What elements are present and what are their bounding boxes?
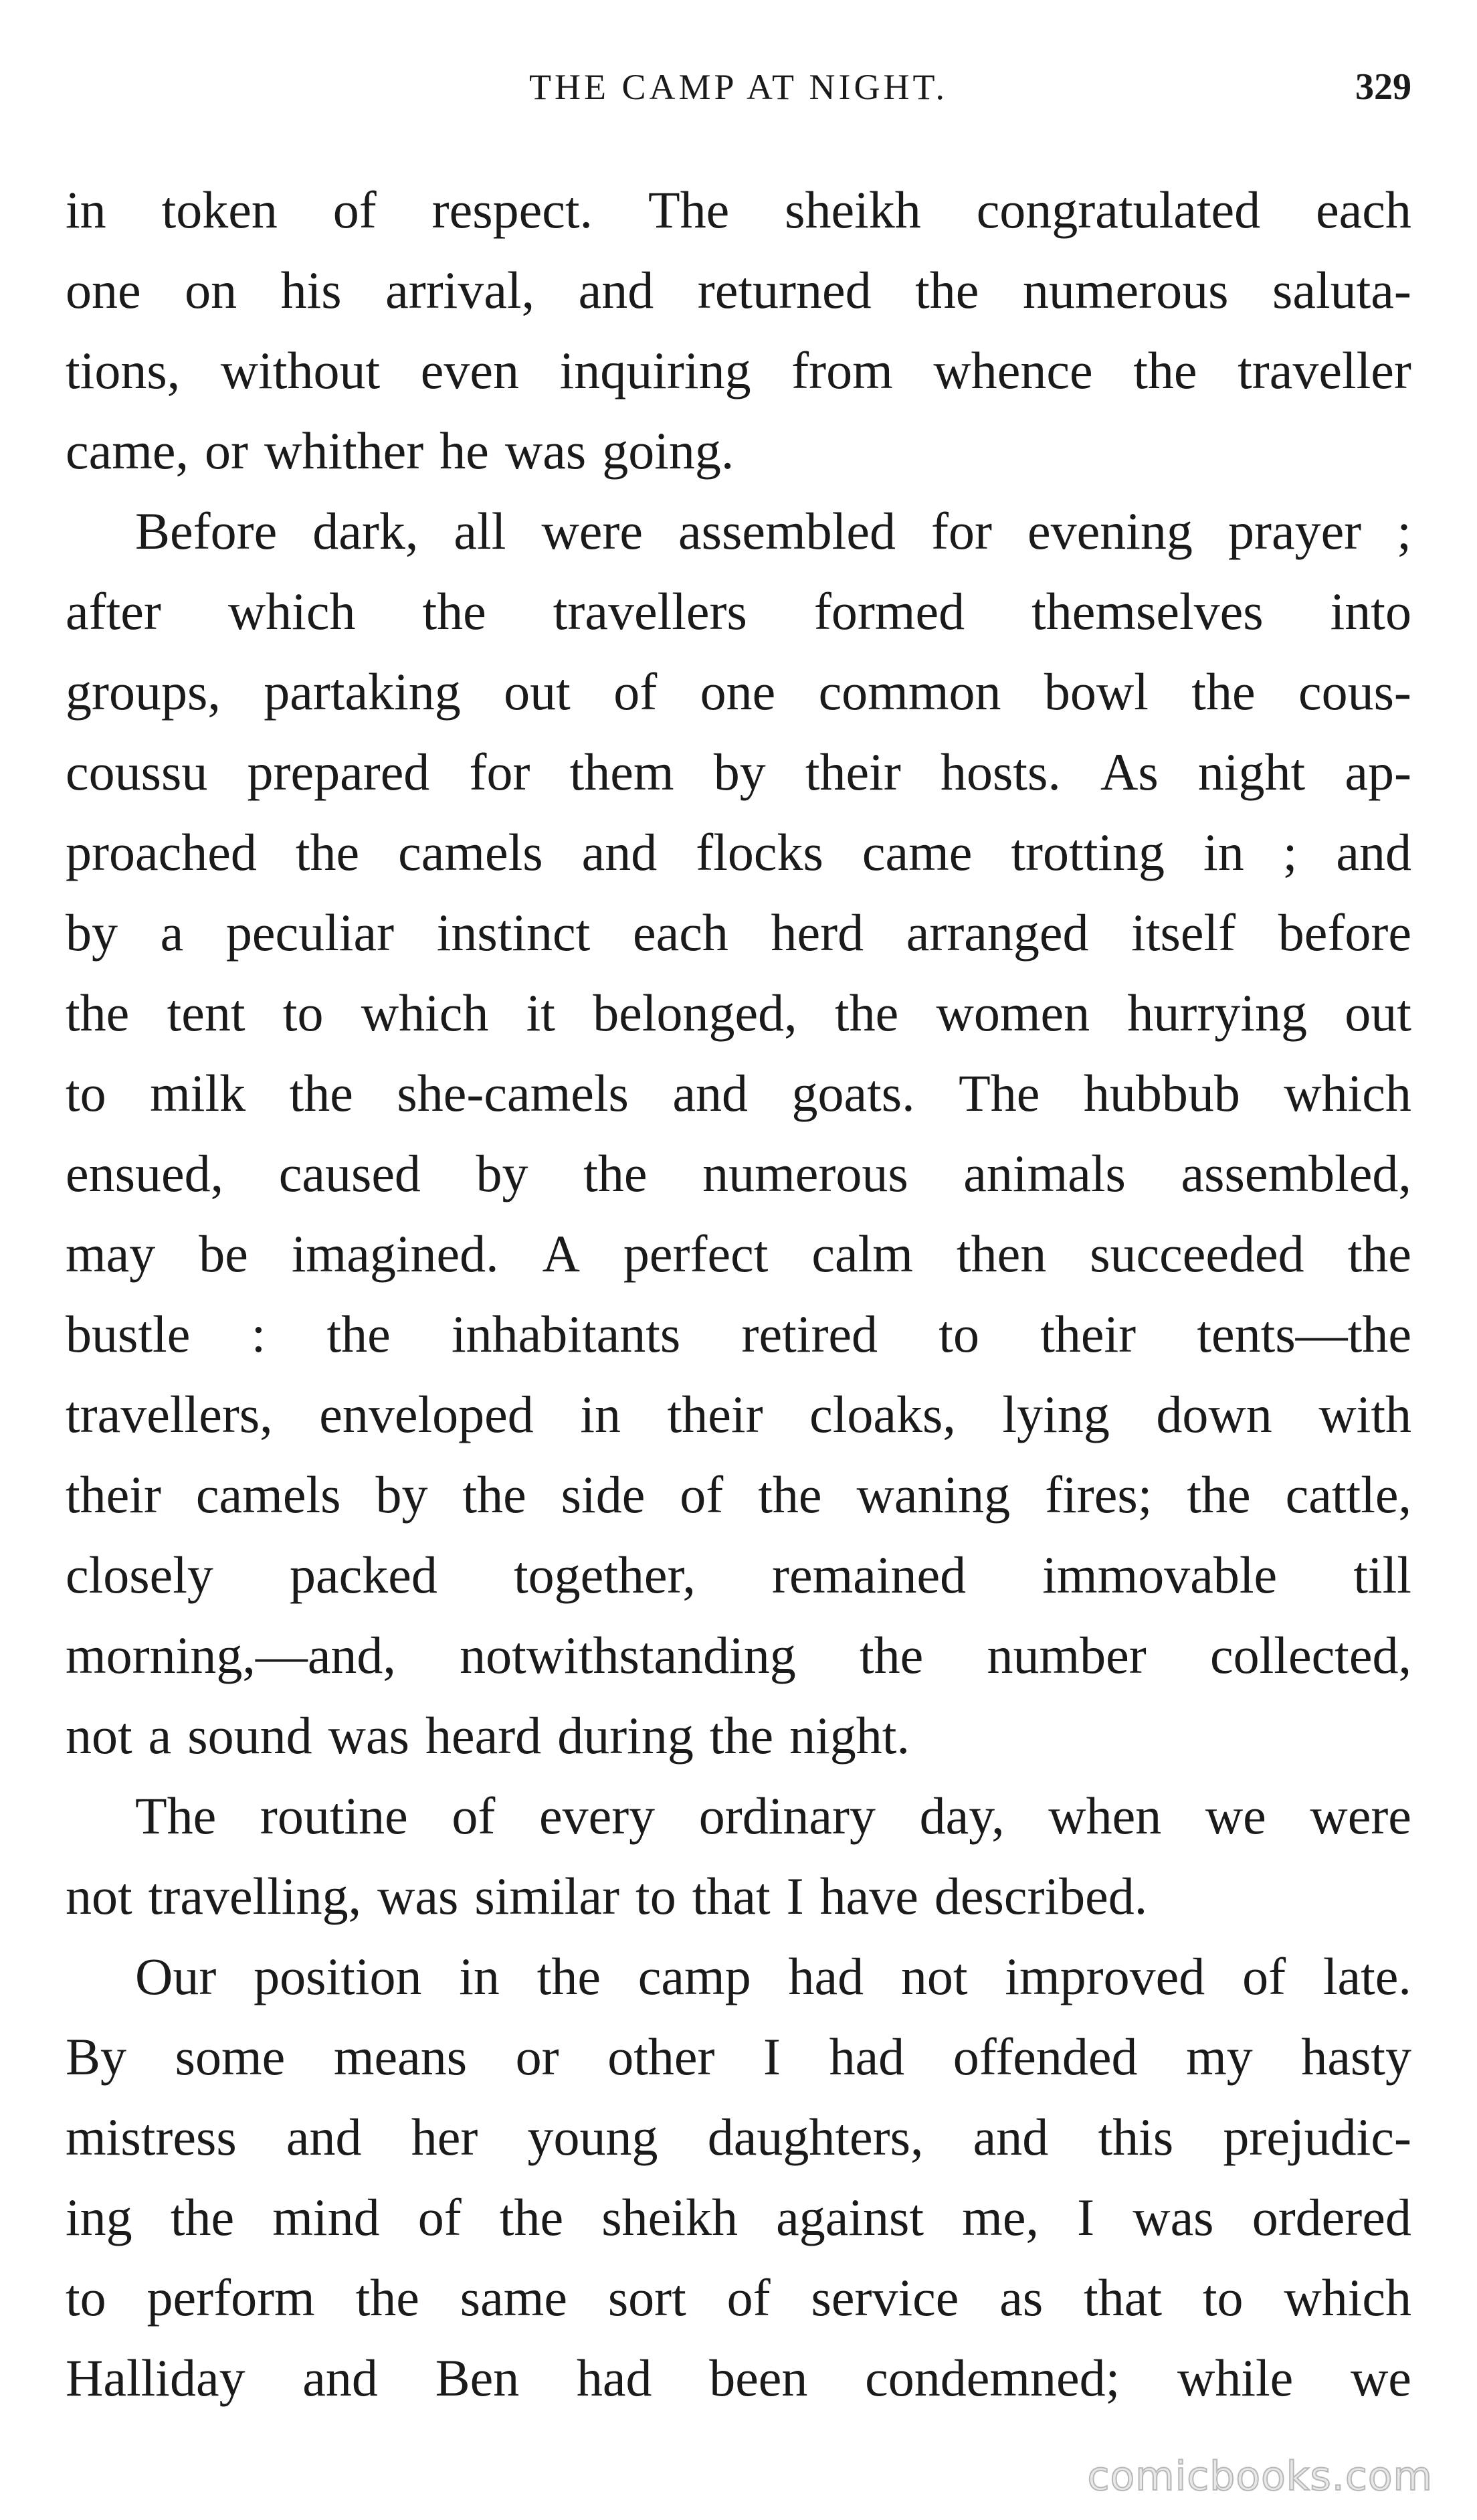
word: the: [583, 1144, 648, 1202]
word: token: [161, 181, 278, 239]
word: by: [476, 1144, 528, 1202]
word: which: [1284, 1064, 1411, 1122]
word: hubbub: [1083, 1064, 1240, 1122]
text-line: [66, 1374, 1411, 1455]
text-line: [66, 1134, 1411, 1214]
word: A: [542, 1225, 580, 1283]
word: the: [499, 2188, 564, 2246]
word: her: [411, 2108, 478, 2166]
word: going.: [602, 422, 734, 480]
word: I: [763, 2028, 781, 2086]
word: travellers: [553, 582, 747, 640]
word: young: [527, 2108, 658, 2166]
word: milk: [150, 1064, 246, 1122]
word: numerous: [1022, 261, 1229, 319]
word: closely: [66, 1546, 213, 1604]
text-line: [66, 2258, 1411, 2338]
word: offended: [953, 2028, 1138, 2086]
word: By: [66, 2028, 127, 2086]
word: lying: [1002, 1385, 1110, 1443]
word: tent: [167, 984, 245, 1042]
word: travelling,: [148, 1867, 362, 1925]
word: waning: [856, 1465, 1011, 1524]
word: their: [805, 743, 901, 801]
word: sheikh: [785, 181, 921, 239]
word: improved: [1005, 1947, 1205, 2005]
word: succeeded: [1090, 1225, 1304, 1283]
word: and: [973, 2108, 1049, 2166]
text-line: [66, 2017, 1411, 2097]
word: against: [776, 2188, 924, 2246]
word: same: [460, 2268, 567, 2327]
word: animals: [963, 1144, 1126, 1202]
word: respect.: [431, 181, 593, 239]
word: sheikh: [601, 2188, 738, 2246]
watermark: comicbooks.com: [1087, 2453, 1433, 2500]
word: night.: [789, 1706, 910, 1765]
word: for: [931, 502, 992, 560]
word: the: [1187, 1465, 1251, 1524]
word: saluta-: [1272, 261, 1411, 319]
word: by: [375, 1465, 428, 1524]
word: camp: [637, 1947, 751, 2005]
word: and: [672, 1064, 748, 1122]
word: a: [148, 1706, 172, 1765]
running-head: [66, 64, 1411, 110]
word: I: [1077, 2188, 1095, 2246]
word: for: [469, 743, 530, 801]
word: of: [452, 1787, 496, 1845]
word: Ben: [435, 2349, 520, 2407]
word: inhabitants: [452, 1305, 681, 1363]
word: she-camels: [397, 1064, 629, 1122]
word: ordinary: [698, 1787, 876, 1845]
word: during: [557, 1706, 694, 1765]
word: tions,: [66, 341, 181, 399]
word: day,: [919, 1787, 1005, 1845]
word: the: [834, 984, 899, 1042]
text-line: [66, 893, 1411, 973]
word: fires;: [1045, 1465, 1153, 1524]
word: I: [786, 1867, 804, 1925]
word: of: [613, 662, 658, 721]
text-line: [66, 571, 1411, 652]
word: collected,: [1209, 1626, 1411, 1684]
word: camels: [195, 1465, 341, 1524]
word: were: [1310, 1787, 1411, 1845]
word: was: [1133, 2188, 1214, 2246]
word: in: [1203, 823, 1244, 881]
word: to: [282, 984, 324, 1042]
word: returned: [697, 261, 872, 319]
word: to: [635, 1867, 676, 1925]
text-line: [66, 1696, 1411, 1776]
word: it: [526, 984, 555, 1042]
page-number: 329: [1355, 66, 1411, 108]
word: and: [581, 823, 658, 881]
word: was: [504, 422, 587, 480]
word: late.: [1322, 1947, 1411, 2005]
word: till: [1353, 1546, 1411, 1604]
word: without: [220, 341, 381, 399]
word: retired: [741, 1305, 878, 1363]
text-line: [66, 1937, 1411, 2017]
word: peculiar: [225, 903, 395, 962]
word: camels: [398, 823, 543, 881]
word: service: [811, 2268, 959, 2327]
text-line: [66, 1535, 1411, 1615]
word: out: [1345, 984, 1411, 1042]
word: the: [1133, 341, 1197, 399]
word: the: [326, 1305, 391, 1363]
text-line: [66, 1455, 1411, 1535]
text-line: [66, 812, 1411, 893]
word: had: [576, 2349, 652, 2407]
word: ;: [1282, 823, 1298, 881]
word: bowl: [1044, 662, 1149, 721]
text-line: [66, 2338, 1411, 2418]
word: ing: [66, 2188, 132, 2246]
word: the: [66, 984, 130, 1042]
word: mind: [272, 2188, 380, 2246]
word: ;: [1397, 502, 1411, 560]
word: as: [999, 2268, 1044, 2327]
word: whither: [264, 422, 424, 480]
word: were: [541, 502, 643, 560]
word: we: [1205, 1787, 1266, 1845]
word: other: [607, 2028, 715, 2086]
word: which: [361, 984, 489, 1042]
word: the: [758, 1465, 822, 1524]
word: before: [1278, 903, 1411, 962]
word: to: [939, 1305, 979, 1363]
word: daughters,: [707, 2108, 924, 2166]
word: of: [332, 181, 377, 239]
word: on: [185, 261, 237, 319]
text-line: [66, 491, 1411, 571]
text-line: [66, 652, 1411, 732]
word: a: [160, 903, 184, 962]
word: themselves: [1031, 582, 1264, 640]
word: prayer: [1227, 502, 1362, 560]
word: numerous: [702, 1144, 908, 1202]
word: hurrying: [1127, 984, 1307, 1042]
text-line: [66, 411, 1411, 491]
word: have: [819, 1867, 918, 1925]
word: the: [422, 582, 486, 640]
word: to: [66, 2268, 106, 2327]
word: immovable: [1042, 1546, 1278, 1604]
word: the: [536, 1947, 601, 2005]
word: which: [1284, 2268, 1411, 2327]
text-line: [66, 170, 1411, 250]
word: imagined.: [291, 1225, 499, 1283]
word: together,: [513, 1546, 696, 1604]
word: of: [726, 2268, 771, 2327]
word: prepared: [247, 743, 430, 801]
word: The: [959, 1064, 1040, 1122]
word: or: [515, 2028, 559, 2086]
word: in: [459, 1947, 500, 2005]
text-line: [66, 250, 1411, 331]
word: condemned;: [865, 2349, 1120, 2407]
word: from: [791, 341, 893, 399]
word: hosts.: [940, 743, 1061, 801]
word: common: [818, 662, 1001, 721]
word: into: [1330, 582, 1411, 640]
word: them: [569, 743, 674, 801]
word: and: [1336, 823, 1411, 881]
word: trotting: [1011, 823, 1165, 881]
word: women: [936, 984, 1090, 1042]
word: The: [135, 1787, 217, 1845]
word: assembled: [678, 502, 896, 560]
word: :: [251, 1305, 266, 1363]
word: similar: [474, 1867, 620, 1925]
word: then: [956, 1225, 1047, 1283]
word: inquiring: [559, 341, 751, 399]
word: to: [66, 1064, 106, 1122]
word: traveller: [1238, 341, 1411, 399]
word: my: [1186, 2028, 1253, 2086]
word: evening: [1027, 502, 1193, 560]
word: instinct: [436, 903, 591, 962]
word: assembled,: [1181, 1144, 1411, 1202]
word: with: [1318, 1385, 1411, 1443]
text-line: [66, 2177, 1411, 2258]
word: perform: [146, 2268, 315, 2327]
word: position: [254, 1947, 422, 2005]
word: itself: [1131, 903, 1236, 962]
word: proached: [66, 823, 257, 881]
word: groups,: [66, 662, 221, 721]
word: their: [66, 1465, 161, 1524]
word: cattle,: [1285, 1465, 1411, 1524]
word: the: [1191, 662, 1256, 721]
text-line: [66, 973, 1411, 1053]
word: calm: [811, 1225, 913, 1283]
word: me,: [962, 2188, 1039, 2246]
word: congratulated: [976, 181, 1261, 239]
word: when: [1048, 1787, 1162, 1845]
word: that: [692, 1867, 771, 1925]
word: caused: [278, 1144, 421, 1202]
word: and: [286, 2108, 362, 2166]
word: arranged: [906, 903, 1089, 962]
word: of: [417, 2188, 462, 2246]
word: not: [900, 1947, 968, 2005]
word: bustle: [66, 1305, 191, 1363]
word: ordered: [1252, 2188, 1411, 2246]
text-line: [66, 1053, 1411, 1134]
word: ap-: [1345, 743, 1411, 801]
word: not: [66, 1867, 132, 1925]
word: his: [280, 261, 342, 319]
word: the: [289, 1064, 353, 1122]
word: morning,—and,: [66, 1626, 396, 1684]
word: down: [1156, 1385, 1272, 1443]
word: cloaks,: [809, 1385, 956, 1443]
word: in: [580, 1385, 621, 1443]
text-line: [66, 1776, 1411, 1856]
word: that: [1084, 2268, 1163, 2327]
word: the: [860, 1626, 924, 1684]
word: the: [295, 823, 360, 881]
word: by: [713, 743, 766, 801]
text-line: [66, 331, 1411, 411]
word: The: [648, 181, 730, 239]
running-title: THE CAMP AT NIGHT.: [528, 67, 949, 107]
word: the: [709, 1706, 774, 1765]
word: all: [454, 502, 506, 560]
word: whence: [933, 341, 1093, 399]
word: partaking: [264, 662, 461, 721]
word: some: [175, 2028, 286, 2086]
word: the: [1347, 1225, 1411, 1283]
word: even: [420, 341, 519, 399]
word: was: [328, 1706, 409, 1765]
text-line: [66, 1856, 1411, 1937]
word: and: [302, 2349, 378, 2407]
word: had: [829, 2028, 905, 2086]
word: night: [1197, 743, 1306, 801]
word: he: [439, 422, 489, 480]
word: the: [915, 261, 979, 319]
word: came: [862, 823, 973, 881]
word: belonged,: [593, 984, 797, 1042]
word: after: [66, 582, 161, 640]
word: ensued,: [66, 1144, 224, 1202]
word: remained: [771, 1546, 967, 1604]
word: each: [632, 903, 728, 962]
word: to: [1202, 2268, 1244, 2327]
word: had: [788, 1947, 864, 2005]
word: means: [333, 2028, 468, 2086]
word: this: [1098, 2108, 1174, 2166]
text-line: [66, 1214, 1411, 1294]
word: one: [700, 662, 776, 721]
word: flocks: [696, 823, 823, 881]
word: each: [1316, 181, 1411, 239]
text-line: [66, 1615, 1411, 1696]
word: not: [66, 1706, 132, 1765]
word: hasty: [1301, 2028, 1411, 2086]
word: we: [1350, 2349, 1411, 2407]
word: which: [227, 582, 356, 640]
word: while: [1177, 2349, 1294, 2407]
word: Our: [135, 1947, 217, 2005]
word: their: [667, 1385, 763, 1443]
word: arrival,: [385, 261, 535, 319]
word: mistress: [66, 2108, 237, 2166]
word: described.: [934, 1867, 1148, 1925]
word: out: [504, 662, 571, 721]
word: perfect: [623, 1225, 769, 1283]
word: number: [987, 1626, 1147, 1684]
word: tents—the: [1197, 1305, 1411, 1363]
word: the: [170, 2188, 235, 2246]
text-line: [66, 732, 1411, 812]
word: side: [561, 1465, 646, 1524]
word: formed: [813, 582, 965, 640]
word: one: [66, 261, 141, 319]
word: prejudic-: [1223, 2108, 1411, 2166]
word: heard: [425, 1706, 542, 1765]
text-line: [66, 2097, 1411, 2177]
word: Before: [135, 502, 278, 560]
text-line: [66, 1294, 1411, 1374]
word: their: [1040, 1305, 1137, 1363]
word: of: [1242, 1947, 1286, 2005]
word: sort: [607, 2268, 686, 2327]
word: As: [1100, 743, 1159, 801]
word: by: [66, 903, 118, 962]
word: or: [205, 422, 249, 480]
word: Halliday: [66, 2349, 245, 2407]
word: herd: [771, 903, 864, 962]
word: the: [355, 2268, 419, 2327]
word: of: [680, 1465, 724, 1524]
word: every: [538, 1787, 656, 1845]
word: came,: [66, 422, 189, 480]
word: be: [199, 1225, 248, 1283]
word: dark,: [312, 502, 419, 560]
word: sound: [187, 1706, 312, 1765]
word: in: [66, 181, 106, 239]
word: the: [462, 1465, 526, 1524]
body-text: [66, 170, 1411, 2418]
word: packed: [290, 1546, 437, 1604]
word: been: [709, 2349, 808, 2407]
word: goats.: [791, 1064, 915, 1122]
word: was: [377, 1867, 459, 1925]
word: coussu: [66, 743, 208, 801]
word: routine: [260, 1787, 408, 1845]
word: enveloped: [319, 1385, 534, 1443]
word: cous-: [1298, 662, 1411, 721]
word: travellers,: [66, 1385, 273, 1443]
word: may: [66, 1225, 156, 1283]
word: notwithstanding: [460, 1626, 796, 1684]
word: and: [578, 261, 654, 319]
